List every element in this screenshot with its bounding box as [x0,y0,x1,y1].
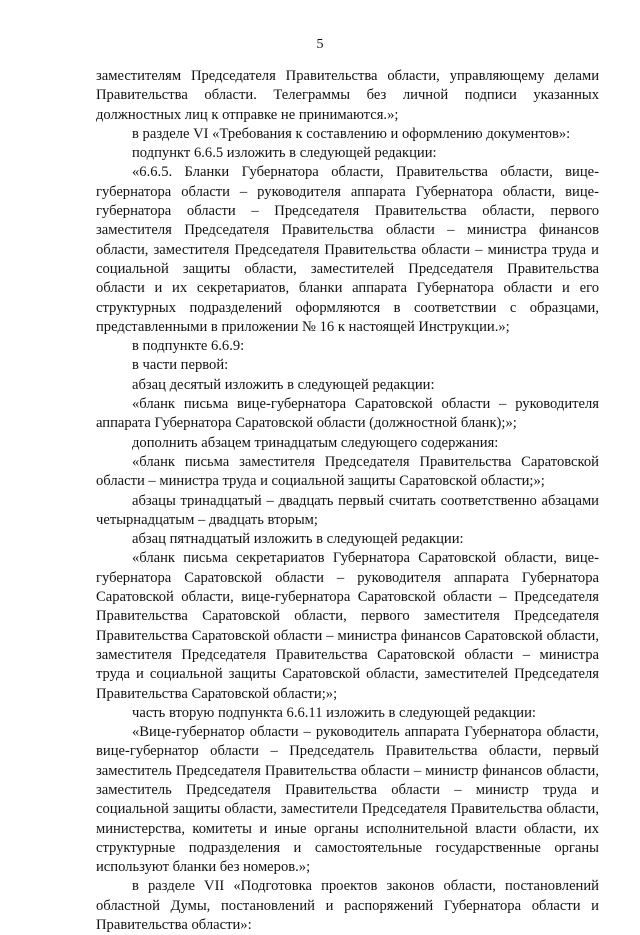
paragraph: «бланк письма вице-губернатора Саратовской области – руководителя аппарата Губернатора Саратовской области (должностной бланк);»; [96,396,599,432]
paragraph: «бланк письма заместителя Председателя Правительства Саратовской области – министра труда и социальной защиты Саратовской области;»; [96,453,599,490]
paragraph: в разделе VI «Требования к составлению и оформлению документов»: [132,125,571,142]
paragraph: абзацы тринадцатый – двадцать первый считать соответственно абзацами четырнадцатым – двадцать вторым; [96,492,599,528]
paragraph: в части первой: [132,357,229,374]
paragraph: абзац десятый изложить в следующей редакции: [132,376,435,393]
paragraph: «бланк письма секретариатов Губернатора Саратовской области, вице-губернатора Саратовской области – руководителя аппарата Губернатора Саратовской области, вице-губернатора Саратовской области – Председателя Правительства Саратовской области, первого заместителя Председателя Правительства Саратовской области – министра финансов Саратовской области, заместителя Председателя Правительства Саратовской области – министра труда и социальной защиты Саратовской области, заместителей Председателя Правительства Саратовской области;»; [96,550,599,702]
paragraph: «Вице-губернатор области – руководитель аппарата Губернатора области, вице-губернатор области – Председатель Правительства области, первый заместитель Председателя Правительства области – министр финансов области, заместитель Председателя Правительства области – министр труда и социальной защиты области, заместители Председателя Правительства области, министерства, комитеты и иные органы исполнительной власти области, их структурные подразделения и самостоятельные государственные органы используют бланки без номеров.»; [96,724,599,876]
paragraph: абзац пятнадцатый изложить в следующей редакции: [132,531,464,548]
paragraph: подпункт 6.6.5 изложить в следующей редакции: [132,145,437,162]
paragraph: дополнить абзацем тринадцатым следующего содержания: [132,434,499,451]
paragraph: в подпункте 6.6.9: [132,338,245,355]
paragraph: в разделе VII «Подготовка проектов законов области, постановлений областной Думы, постановлений и распоряжений Губернатора области и Правительства области»: [96,878,599,934]
paragraph: заместителям Председателя Правительства области, управляющему делами Правительства области. Телеграммы без личной подписи указанных должностных лиц к отправке не принимаются.»; [96,68,599,123]
page-number: 5 [316,37,324,52]
paragraph: часть вторую подпункта 6.6.11 изложить в следующей редакции: [132,704,536,721]
paragraph: «6.6.5. Бланки Губернатора области, Правительства области, вице-губернатора области – руководителя аппарата Губернатора области, вице-губернатора области – Председателя Правительства области, первого заместителя Председателя Правительства области – министра финансов области, заместителя Председателя Правительства области – министра труда и социальной защиты области, заместителей Председателя Правительства области и их секретариатов, бланки аппарата Губернатора области и его структурных подразделений оформляются в соответствии с образцами, представленными в приложении № 16 к настоящей Инструкции.»; [96,164,599,335]
document-body [96,67,599,935]
